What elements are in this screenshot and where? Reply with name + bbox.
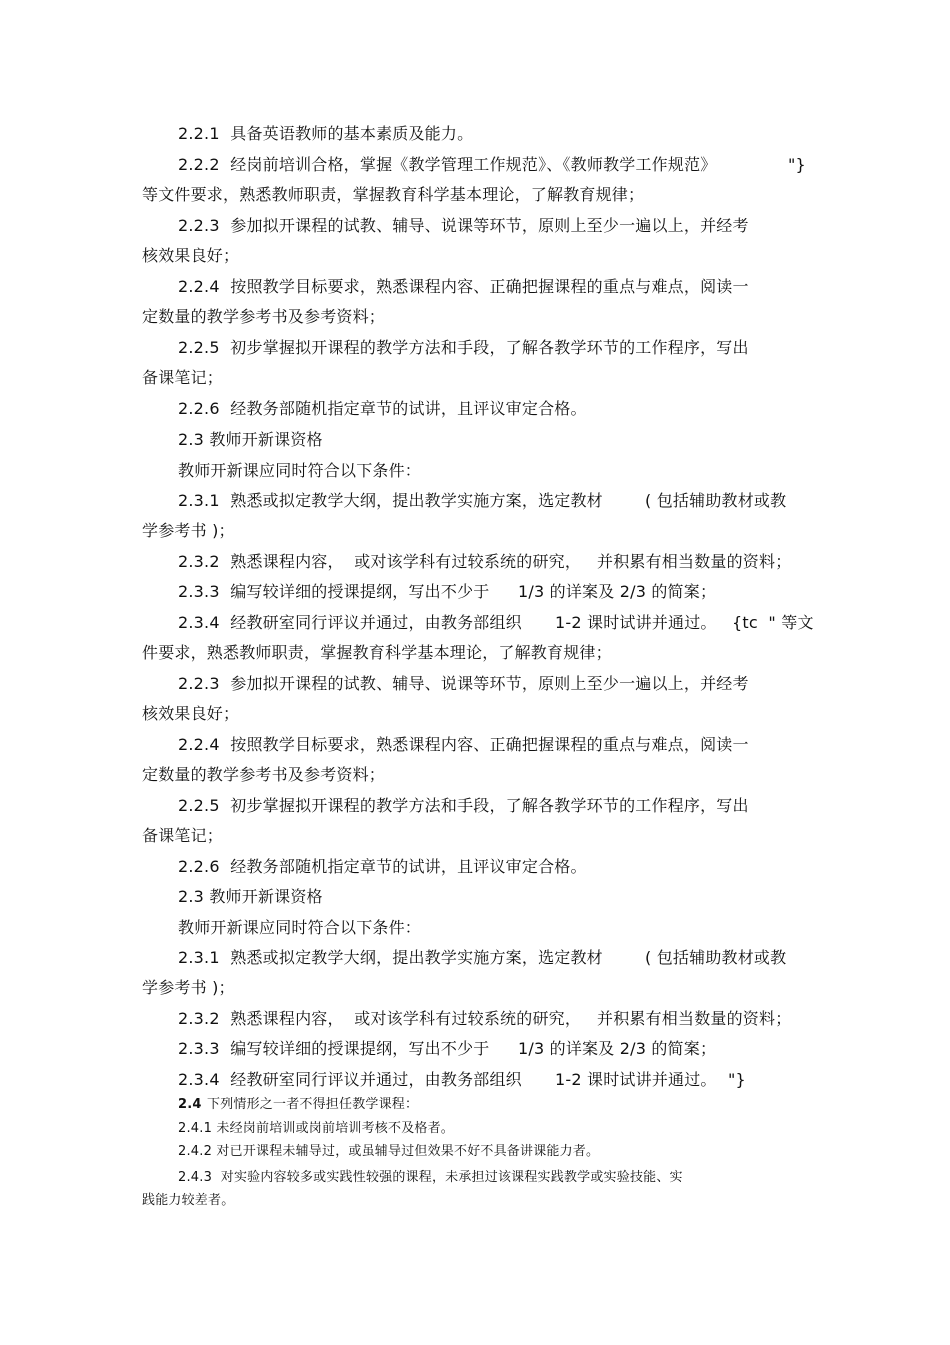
para-2-2-4-repeat-cont: 定数量的教学参考书及参考资料； (142, 765, 386, 784)
heading-2-3: 2.3 教师开新课资格 (178, 430, 323, 449)
heading-2-3-repeat: 2.3 教师开新课资格 (178, 887, 323, 906)
para-2-3-3-tail-repeat: 1/3 的详案及 2/3 的简案； (518, 1039, 717, 1058)
stray-mark: "} (728, 1070, 746, 1089)
para-2-3-3-tail: 1/3 的详案及 2/3 的简案； (518, 582, 717, 601)
para-2-4-3-cont: 践能力较差者。 (142, 1193, 235, 1208)
para-conditions-intro-repeat: 教师开新课应同时符合以下条件： (178, 918, 422, 937)
para-2-4-1: 2.4.1 未经岗前培训或岗前培训考核不及格者。 (178, 1121, 455, 1136)
para-2-2-1: 2.2.1 具备英语教师的基本素质及能力。 (178, 124, 474, 143)
stray-mark: "} (788, 155, 806, 174)
heading-2-4: 下列情形之一者不得担任教学课程： (207, 1097, 419, 1112)
para-2-2-5-repeat: 2.2.5 初步掌握拟开课程的教学方法和手段，了解各教学环节的工作程序，写出 (178, 796, 749, 815)
para-2-3-4-repeat: 2.3.4 经教研室同行评议并通过，由教务部组织 (178, 1070, 522, 1089)
para-2-3-1-paren-repeat: ( 包括辅助教材或教 (645, 948, 787, 967)
para-2-3-1-cont-repeat: 学参考书 )； (142, 978, 235, 997)
para-2-3-2-tail: 并积累有相当数量的资料； (597, 552, 792, 571)
para-2-2-5: 2.2.5 初步掌握拟开课程的教学方法和手段，了解各教学环节的工作程序，写出 (178, 338, 749, 357)
para-2-2-5-repeat-cont: 备课笔记； (142, 826, 224, 845)
para-2-4-3: 2.4.3 对实验内容较多或实践性较强的课程，未承担过该课程实践教学或实验技能、实 (178, 1170, 683, 1185)
para-2-2-3-repeat: 2.2.3 参加拟开课程的试教、辅导、说课等环节，原则上至少一遍以上，并经考 (178, 674, 749, 693)
para-2-2-6-repeat: 2.2.6 经教务部随机指定章节的试讲，且评议审定合格。 (178, 857, 587, 876)
para-2-3-4-tail-repeat: 1-2 课时试讲并通过。 (555, 1070, 717, 1089)
para-2-2-6: 2.2.6 经教务部随机指定章节的试讲，且评议审定合格。 (178, 399, 587, 418)
para-2-4-2: 2.4.2 对已开课程未辅导过，或虽辅导过但效果不好不具备讲课能力者。 (178, 1144, 600, 1159)
para-2-2-3-cont: 核效果良好； (142, 246, 240, 265)
stray-mark: {tc " 等文 (732, 613, 814, 632)
para-repeat-cont: 件要求，熟悉教师职责，掌握教育科学基本理论，了解教育规律； (142, 643, 612, 662)
para-2-3-3-repeat: 2.3.3 编写较详细的授课提纲，写出不少于 (178, 1039, 490, 1058)
para-2-2-2-cont: 等文件要求，熟悉教师职责，掌握教育科学基本理论，了解教育规律； (142, 185, 645, 204)
para-2-2-4: 2.2.4 按照教学目标要求，熟悉课程内容、正确把握课程的重点与难点，阅读一 (178, 277, 749, 296)
para-2-3-4: 2.3.4 经教研室同行评议并通过，由教务部组织 (178, 613, 522, 632)
para-2-3-1: 2.3.1 熟悉或拟定教学大纲，提出教学实施方案，选定教材 (178, 491, 603, 510)
para-2-3-1-repeat: 2.3.1 熟悉或拟定教学大纲，提出教学实施方案，选定教材 (178, 948, 603, 967)
para-2-3-1-cont: 学参考书 )； (142, 521, 235, 540)
para-2-2-4-cont: 定数量的教学参考书及参考资料； (142, 307, 386, 326)
para-2-2-4-repeat: 2.2.4 按照教学目标要求，熟悉课程内容、正确把握课程的重点与难点，阅读一 (178, 735, 749, 754)
para-conditions-intro: 教师开新课应同时符合以下条件： (178, 461, 422, 480)
para-2-3-2-tail-repeat: 并积累有相当数量的资料； (597, 1009, 792, 1028)
para-2-2-2: 2.2.2 经岗前培训合格，掌握《教学管理工作规范》、《教师教学工作规范》 (178, 155, 717, 174)
para-2-2-3-repeat-cont: 核效果良好； (142, 704, 240, 723)
para-2-3-1-paren: ( 包括辅助教材或教 (645, 491, 787, 510)
para-2-3-2: 2.3.2 熟悉课程内容， 或对该学科有过较系统的研究， (178, 552, 582, 571)
para-2-3-3: 2.3.3 编写较详细的授课提纲，写出不少于 (178, 582, 490, 601)
heading-2-4-number: 2.4 (178, 1097, 202, 1112)
para-2-3-4-tail: 1-2 课时试讲并通过。 (555, 613, 717, 632)
para-2-3-2-repeat: 2.3.2 熟悉课程内容， 或对该学科有过较系统的研究， (178, 1009, 582, 1028)
para-2-2-5-cont: 备课笔记； (142, 368, 224, 387)
para-2-2-3: 2.2.3 参加拟开课程的试教、辅导、说课等环节，原则上至少一遍以上，并经考 (178, 216, 749, 235)
